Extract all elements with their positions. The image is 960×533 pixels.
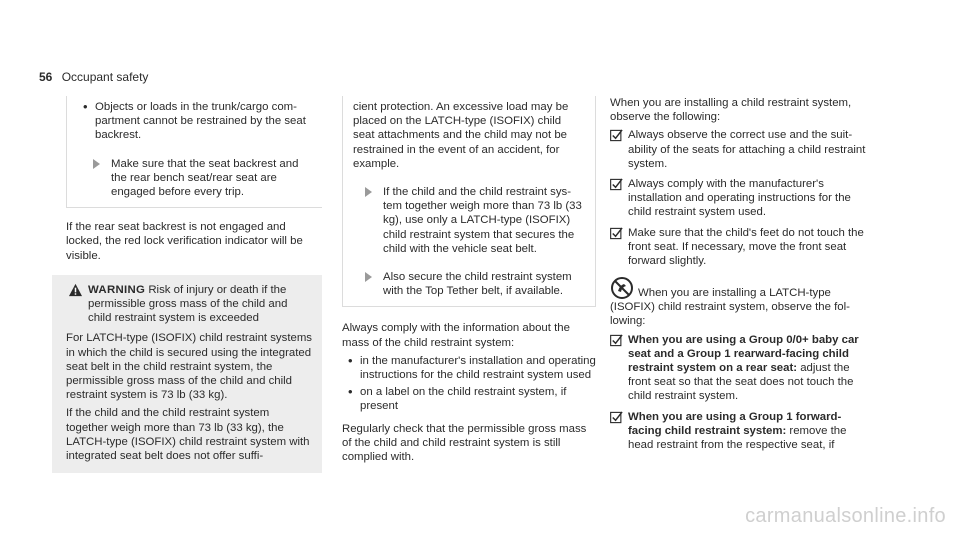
checklist-item: [610, 128, 872, 171]
paragraph: cient protection. An excessive load may be placed on the LATCH-type (ISOFIX) child seat attachments and the child may not be restrained in the event of an accident, for example.: [353, 101, 569, 170]
checklist-text: Make sure that the child's feet do not touch the front seat. If necessary, move the front seat forward slightly.: [628, 226, 864, 268]
checklist-item: [610, 333, 872, 404]
arrow-right-icon: [365, 187, 372, 197]
arrow-right-icon: [93, 159, 100, 169]
checklist-bold-text: When you are using a Group 1 forward-facing child restraint system:: [628, 410, 842, 437]
list-item: • Objects or loads in the trunk/cargo compartment cannot be restrained by the seat backrest.: [81, 100, 314, 143]
checkbox-checked-icon: [610, 334, 623, 347]
list-item: • on a label on the child restraint system, if present: [346, 385, 596, 413]
checkbox-checked-icon: [610, 227, 623, 240]
paragraph: When you are installing a LATCH-type (ISOFIX) child restraint system, observe the following:: [610, 287, 850, 328]
warning-paragraph: For LATCH-type (ISOFIX) child restraint systems in which the child is secured using the integrated seat belt in the child restraint system, the permissible gross mass of the child and child restraint system is 73 lb (33 kg).: [66, 332, 312, 402]
checklist-text: adjust the front seat so that the seat does not touch the child restraint system.: [628, 362, 854, 403]
column-1: [66, 96, 322, 473]
warning-headline: Risk of injury or death if the permissible gross mass of the child and child restraint system is exceeded: [88, 283, 288, 325]
instruction-item: [353, 270, 585, 298]
warning-paragraph: If the child and the child restraint system together weigh more than 73 lb (33 kg), the LATCH-type (ISOFIX) child restraint system with integrated seat belt does not offer suffi-: [66, 407, 310, 463]
column-2: [342, 96, 596, 464]
section-title: Occupant safety: [61, 70, 149, 84]
instruction-text: Also secure the child restraint system with the Top Tether belt, if available.: [383, 271, 572, 298]
instruction-text: Make sure that the seat backrest and the rear bench seat/rear seat are engaged before every trip.: [111, 157, 299, 199]
checklist-item: [610, 410, 872, 453]
arrow-right-icon: [365, 272, 372, 282]
instruction-item: [353, 185, 585, 256]
warning-title: WARNING: [88, 283, 146, 296]
checklist-item: [610, 226, 872, 269]
checklist-text: Always observe the correct use and the suitability of the seats for attaching a child restraint system.: [628, 129, 866, 170]
prohibition-child-seat-icon: [610, 276, 634, 300]
checklist-item: [610, 177, 872, 220]
checklist-text: remove the head restraint from the respective seat, if: [628, 424, 847, 452]
column-3: [610, 96, 872, 458]
paragraph: When you are installing a child restraint system, observe the following:: [610, 97, 852, 124]
checklist-bold-text: When you are using a Group 0/0+ baby car seat and a Group 1 rearward-facing child restraint system on a rear seat:: [628, 333, 859, 375]
checkbox-checked-icon: [610, 178, 623, 191]
paragraph: Always comply with the information about the mass of the child restraint system:: [342, 322, 570, 349]
page-number: 56: [39, 70, 53, 84]
list-item: • in the manufacturer's installation and operating instructions for the child restraint system used: [346, 354, 596, 382]
paragraph: Regularly check that the permissible gross mass of the child and child restraint system is still complied with.: [342, 422, 587, 464]
checkbox-checked-icon: [610, 129, 623, 142]
note-box: [66, 96, 322, 208]
page-header: [39, 70, 148, 84]
warning-box: [52, 275, 322, 473]
instruction-text: If the child and the child restraint system together weigh more than 73 lb (33 kg), use only a LATCH-type (ISOFIX) child restraint system that secures the child with the vehicle seat belt.: [383, 186, 582, 255]
warning-triangle-icon: [68, 283, 83, 297]
checkbox-checked-icon: [610, 411, 623, 424]
prohibition-note: [610, 276, 872, 328]
checklist-text: Always comply with the manufacturer's installation and operating instructions for the child restraint system used.: [628, 178, 851, 219]
warning-body: [66, 331, 312, 463]
watermark: carmanualsonline.info: [745, 504, 946, 527]
warning-continuation: [342, 96, 596, 307]
mass-info: [342, 321, 596, 464]
instruction-item: [81, 157, 314, 200]
paragraph: If the rear seat backrest is not engaged and locked, the red lock verification indicator will be visible.: [66, 221, 303, 262]
warning-header: [66, 283, 312, 326]
